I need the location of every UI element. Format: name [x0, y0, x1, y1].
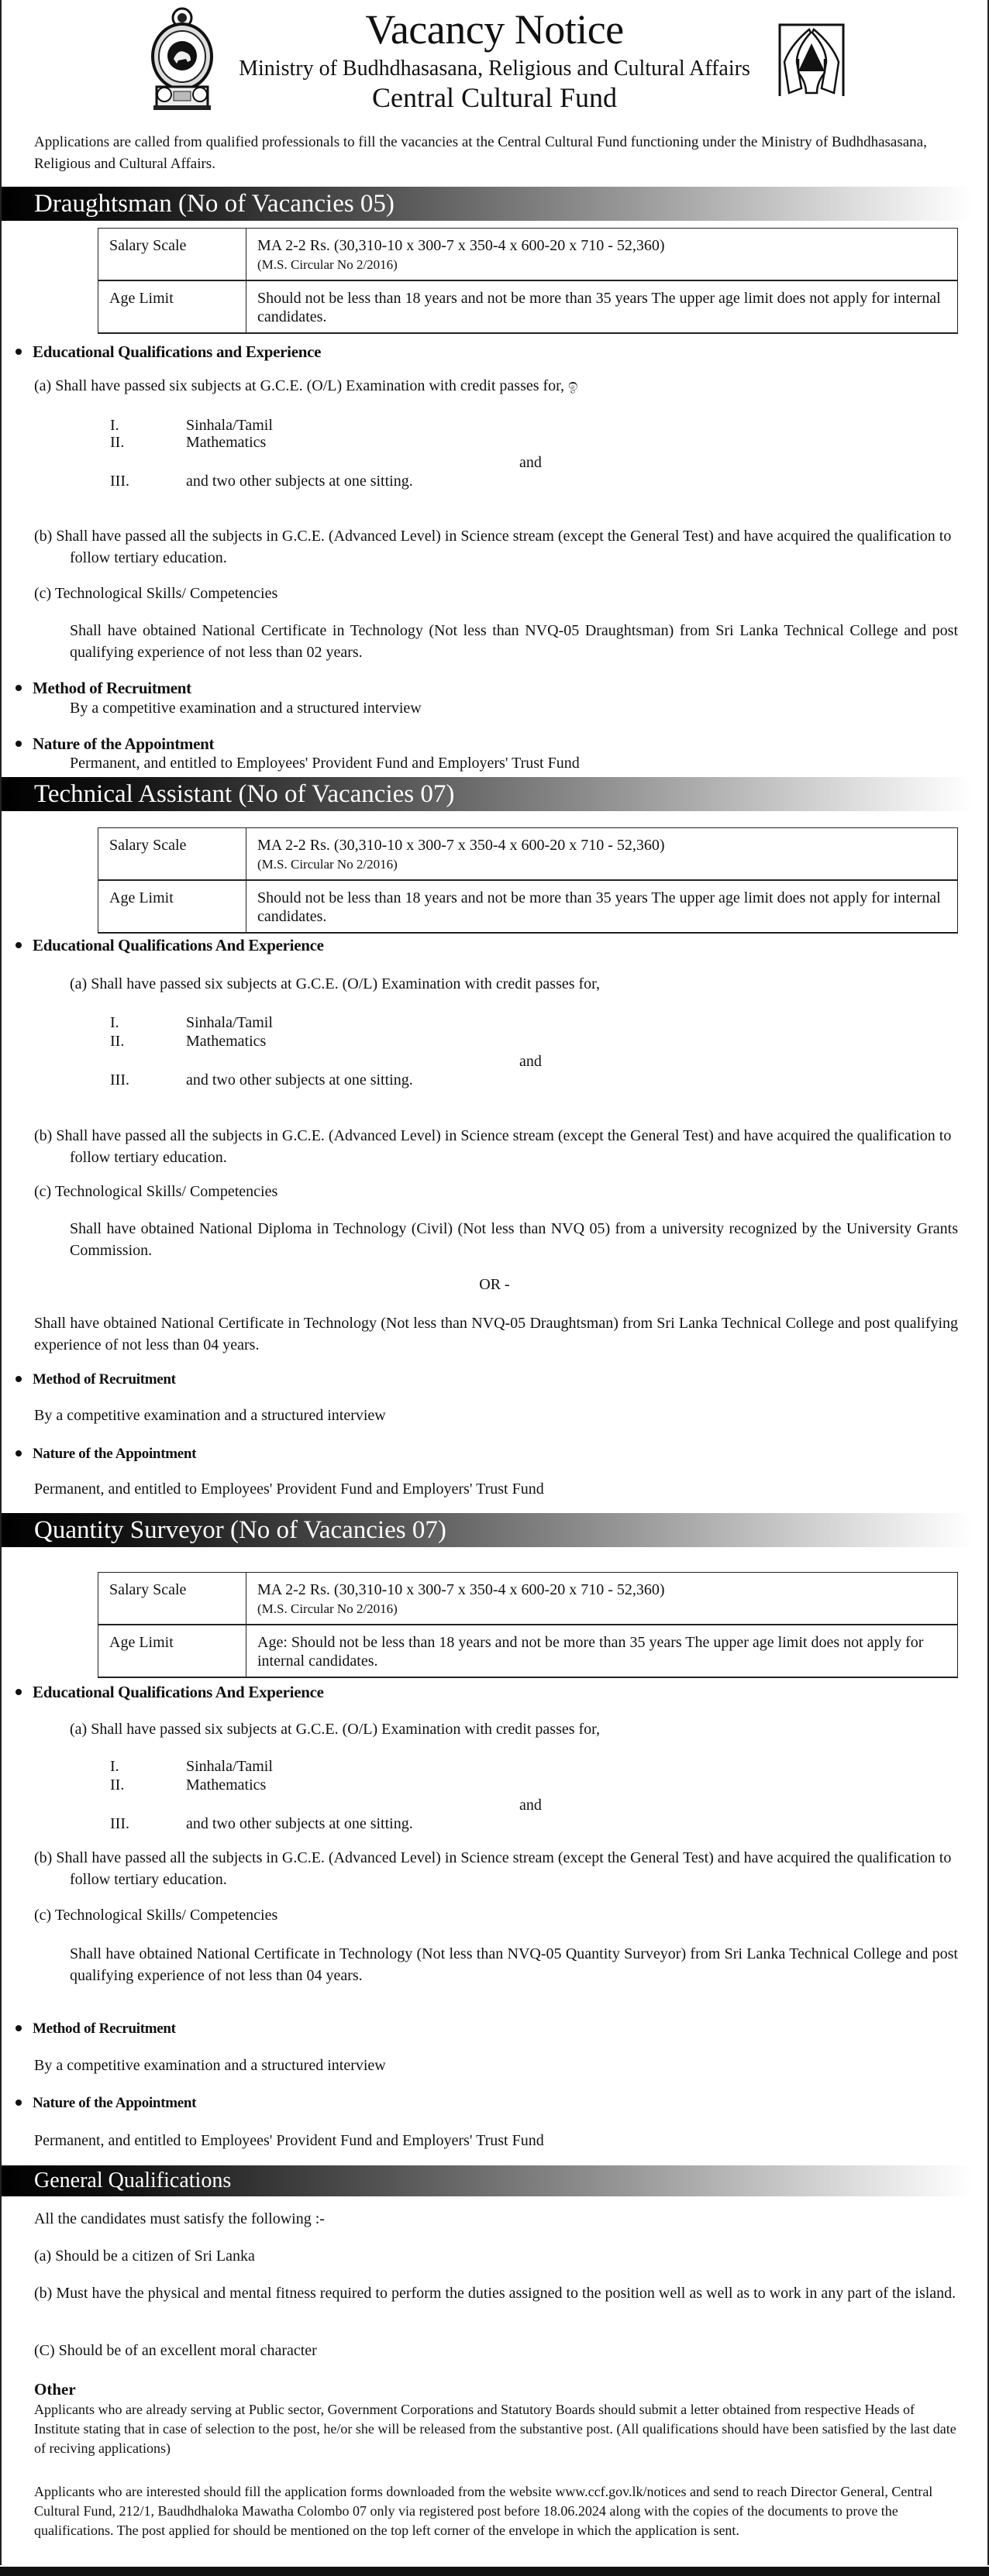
method-of-recruitment-text: By a competitive examination and a structured interview [70, 700, 422, 717]
edu-item-c-heading: (c) Technological Skills/ Competencies [34, 1907, 278, 1924]
ccf-hands-triangle-icon [775, 22, 848, 98]
circular-note: (M.S. Circular No 2/2016) [257, 857, 398, 872]
bullet-icon [16, 685, 22, 691]
page-title: Vacancy Notice [365, 6, 624, 53]
edu-item-a: (a) Shall have passed six subjects at G.C.E. (O/L) Examination with credit passes for, ඉ [34, 377, 578, 394]
organization-name: Central Cultural Fund [372, 82, 617, 113]
general-item-b: (b) Must have the physical and mental fitness required to perform the duties assigned to the position well as well as to work in any part of the island. [34, 2285, 956, 2302]
edu-qualifications-heading: Educational Qualifications And Experience [16, 934, 324, 956]
edu-item-a: (a) Shall have passed six subjects at G.C.E. (O/L) Examination with credit passes for, [70, 1721, 601, 1738]
salary-scale-value: MA 2-2 Rs. (30,310-10 x 300-7 x 350-4 x 600-20 x 710 - 52,360) [257, 837, 665, 854]
edu-item-c-heading: (c) Technological Skills/ Competencies [34, 1183, 278, 1200]
general-item-a: (a) Should be a citizen of Sri Lanka [34, 2248, 255, 2265]
nature-of-appointment-text: Permanent, and entitled to Employees' Provident Fund and Employers' Trust Fund [70, 755, 580, 772]
bullet-icon [16, 1376, 22, 1382]
method-of-recruitment-text: By a competitive examination and a structured interview [34, 2057, 386, 2074]
age-limit-label: Age Limit [98, 880, 246, 933]
table-row [98, 1573, 958, 1625]
edu-item-c-text: Shall have obtained National Certificate in Technology (Not less than NVQ-05 Draughtsman) from Sri Lanka Technical College and post qualifying experience of not less than 02 years. [70, 622, 958, 661]
general-item-c: (C) Should be of an excellent moral character [34, 2342, 317, 2359]
age-limit-label: Age Limit [98, 1625, 246, 1677]
notice-header [2, 0, 987, 132]
general-intro: All the candidates must satisfy the following :- [34, 2210, 325, 2227]
section-heading-quantity-surveyor: Quantity Surveyor (No of Vacancies 07) [2, 1513, 972, 1547]
and-connector: and [519, 1053, 542, 1070]
other-heading: Other [34, 2380, 76, 2399]
salary-scale-cell [246, 828, 958, 881]
nature-of-appointment-text: Permanent, and entitled to Employees' Provident Fund and Employers' Trust Fund [34, 1481, 544, 1498]
age-limit-value: Should not be less than 18 years and not be more than 35 years The upper age limit does not apply for internal candidates. [246, 280, 958, 333]
section-heading-draughtsman: Draughtsman (No of Vacancies 05) [2, 187, 972, 221]
edu-item-b: (b) Shall have passed all the subjects in G.C.E. (Advanced Level) in Science stream (except the General Test) and have acquired the qualification to follow tertiary education. [34, 528, 952, 566]
section-heading-technical-assistant: Technical Assistant (No of Vacancies 07) [2, 777, 972, 811]
other-paragraph-application-instructions: Applicants who are interested should fill the application forms downloaded from the website www.ccf.gov.lk/notices and send to reach Director General, Central Cultural Fund, 212/1, Baudhdhaloka Mawatha Colombo 07 only via registered post before 18.06.2024 along with the copies of the documents to prove the qualifications. The post applied for should be mentioned on the top left corner of the envelope in which the application is sent. [34, 2484, 933, 2538]
bullet-icon [16, 942, 22, 948]
age-limit-value: Should not be less than 18 years and not be more than 35 years The upper age limit does not apply for internal candidates. [246, 880, 958, 933]
salary-scale-label: Salary Scale [98, 1573, 246, 1625]
bullet-icon [16, 2100, 22, 2106]
nature-of-appointment-heading: Nature of the Appointment [16, 2093, 196, 2114]
table-row [98, 229, 958, 281]
nature-of-appointment-text: Permanent, and entitled to Employees' Provident Fund and Employers' Trust Fund [34, 2132, 544, 2149]
edu-item-b: (b) Shall have passed all the subjects in G.C.E. (Advanced Level) in Science stream (except the General Test) and have acquired the qualification to follow tertiary education. [34, 1849, 952, 1888]
salary-scale-label: Salary Scale [98, 828, 246, 881]
bullet-icon [16, 1450, 22, 1457]
method-of-recruitment-heading: Method of Recruitment [16, 2018, 176, 2040]
quantity-surveyor-info-table [98, 1572, 958, 1678]
edu-qualifications-heading: Educational Qualifications And Experience [16, 1681, 324, 1703]
salary-scale-cell [246, 1573, 958, 1625]
and-connector: and [519, 454, 542, 471]
edu-item-c-text: Shall have obtained National Certificate in Technology (Not less than NVQ-05 Quantity Surveyor) from Sri Lanka Technical College and post qualifying experience of not less than 04 years. [70, 1945, 958, 1984]
edu-item-c-text: Shall have obtained National Diploma in Technology (Civil) (Not less than NVQ 05) from a university recognized by the University Grants Commission. [70, 1220, 958, 1259]
method-of-recruitment-heading: Method of Recruitment [16, 677, 191, 699]
bullet-icon [16, 1689, 22, 1695]
bullet-icon [16, 2025, 22, 2031]
salary-scale-value: MA 2-2 Rs. (30,310-10 x 300-7 x 350-4 x 600-20 x 710 - 52,360) [257, 1581, 665, 1598]
salary-scale-cell [246, 229, 958, 281]
circular-note: (M.S. Circular No 2/2016) [257, 257, 398, 272]
edu-qualifications-heading: Educational Qualifications and Experience [16, 341, 321, 363]
ministry-name: Ministry of Budhdhasasana, Religious and Cultural Affairs [239, 57, 750, 81]
age-limit-label: Age Limit [98, 280, 246, 333]
salary-scale-label: Salary Scale [98, 229, 246, 281]
method-of-recruitment-text: By a competitive examination and a structured interview [34, 1407, 386, 1424]
method-of-recruitment-heading: Method of Recruitment [16, 1369, 176, 1391]
edu-item-b: (b) Shall have passed all the subjects in G.C.E. (Advanced Level) in Science stream (except the General Test) and have acquired the qualification to follow tertiary education. [34, 1127, 952, 1166]
edu-item-c-alternative: Shall have obtained National Certificate in Technology (Not less than NVQ-05 Draughtsman) from Sri Lanka Technical College and post qualifying experience of not less than 04 years. [34, 1315, 958, 1353]
age-limit-value: Age: Should not be less than 18 years and not be more than 35 years The upper age limit does not apply for internal candidates. [246, 1625, 958, 1677]
section-heading-general-qualifications: General Qualifications [2, 2165, 972, 2196]
page-bottom-border [0, 2567, 989, 2576]
table-row [98, 880, 958, 933]
bullet-icon [16, 349, 22, 355]
table-row [98, 828, 958, 881]
salary-scale-value: MA 2-2 Rs. (30,310-10 x 300-7 x 350-4 x 600-20 x 710 - 52,360) [257, 237, 665, 254]
other-paragraph-serving-applicants: Applicants who are already serving at Public sector, Government Corporations and Statutory Boards should submit a letter obtained from respective Heads of Institute stating that in case of selection to the post, he/or she will be released from the substantive post. (All qualifications should have been satisfied by the last date of reciving applications) [34, 2402, 956, 2456]
vacancy-notice-page: Vacancy Notice Ministry of Budhdhasasana, Religious and Cultural Affairs Central Cultural Fund Applications are called from qualified professionals to fill the vacancies at the Central Cultural Fund functioning under the Ministry of Budhdhasasana, Religious and Cultural Affairs. Draughtsman (No of Vacancies 05) Salary Scale MA 2-2 Rs. (30,310-10 x 300-7 x 350-4 x 600-20 x 710 - 52,360) (M.S. Circular No 2/2016) Age Limit Should not be less than 18 years and not be more than 35 years The upper age limit does not apply for internal candidates. Educational Qualifications and Experience (a) Shall have passed six subjects at G.C.E. (O/L) Examination with credit passes for, ඉ I. Sinhala/Tamil II. Mathematics and III. and two other subjects at one sitting. (b) Shall have passed all the subjects in G.C.E. (Advanced Level) in Science stream (except the General Test) and have acquired the qualification to follow tertiary education. (c) Technological Skills/ Competencies Shall have obtained National Certificate in Technology (Not less than NVQ-05 Draughtsman) from Sri Lanka Technical College and post qualifying experience of not less than 02 years. Method of Recruitment By a competitive examination and a structured interview Nature of the Appointment Permanent, and entitled to Employees' Provident Fund and Employers' Trust Fund Technical Assistant (No of Vacancies 07) Salary Scale MA 2-2 Rs. (30,310-10 x 300-7 x 350-4 x 600-20 x 710 - 52,360) (M.S. Circular No 2/2016) Age Limit Should not be less than 18 years and not be more than 35 years The upper age limit does not apply for internal candidates. Educational Qualifications And Experience (a) Shall have passed six subjects at G.C.E. (O/L) Examination with credit passes for, I. Sinhala/Tamil II. Mathematics and III. and two other subjects at one sitting. (b) Shall have passed all the subjects in G.C.E. (Advanced Level) in Science stream (except the General Test) and have acquired the qualification to follow tertiary education. (c) Technological Skills/ Competencies Shall have obtained National Diploma in Technology (Civil) (Not less than NVQ 05) from a university recognized by the University Grants Commission. OR - Shall have obtained National Certificate in Technology (Not less than NVQ-05 Draughtsman) from Sri Lanka Technical College and post qualifying experience of not less than 04 years. Method of Recruitment By a competitive examination and a structured interview Nature of the Appointment Permanent, and entitled to Employees' Provident Fund and Employers' Trust Fund Quantity Surveyor (No of Vacancies 07) Salary Scale MA 2-2 Rs. (30,310-10 x 300-7 x 350-4 x 600-20 x 710 - 52,360) (M.S. Circular No 2/2016) Age Limit Age: Should not be less than 18 years and not be more than 35 years The upper age limit does not apply for internal candidates. Educational Qualifications And Experience (a) Shall have passed six subjects at G.C.E. (O/L) Examination with credit passes for, I. Sinhala/Tamil II. Mathematics and III. and two other subjects at one sitting. (b) Shall have passed all the subjects in G.C.E. (Advanced Level) in Science stream (except the General Test) and have acquired the qualification to follow tertiary education. (c) Technological Skills/ Competencies Shall have obtained National Certificate in Technology (Not less than NVQ-05 Quantity Surveyor) from Sri Lanka Technical College and post qualifying experience of not less than 04 years. Method of Recruitment By a competitive examination and a structured interview Nature of the Appointment Permanent, and entitled to Employees' Provident Fund and Employers' Trust Fund General Qualifications All the candidates must satisfy the following :- (a) Should be a citizen of Sri Lanka (b) Must have the physical and mental fitness required to perform the duties assigned to the position well as well as to work in any part of the island. (C) Should be of an excellent moral character Other Applicants who are already serving at Public sector, Government Corporations and Statutory Boards should submit a letter obtained from respective Heads of Institute stating that in case of selection to the post, he/or she will be released from the substantive post. (All qualifications should have been satisfied by the last date of reciving applications) Applicants who are interested should fill the application forms downloaded from the website www.ccf.gov.lk/notices and send to reach Director General, Central Cultural Fund, 212/1, Baudhdhaloka Mawatha Colombo 07 only via registered post before 18.06.2024 along with the copies of the documents to prove the qualifications. The post applied for should be mentioned on the top left corner of the envelope in which the application is sent. [0, 0, 989, 2565]
edu-item-a: (a) Shall have passed six subjects at G.C.E. (O/L) Examination with credit passes for, [70, 975, 601, 992]
intro-paragraph: Applications are called from qualified professionals to fill the vacancies at the Central Cultural Fund functioning under the Ministry of Budhdhasasana, Religious and Cultural Affairs. [34, 134, 927, 172]
technical-assistant-info-table [98, 827, 958, 934]
draughtsman-info-table [98, 228, 958, 334]
and-connector: and [519, 1797, 542, 1814]
or-separator: OR - [479, 1276, 510, 1293]
nature-of-appointment-heading: Nature of the Appointment [16, 1443, 196, 1465]
table-row [98, 1625, 958, 1677]
circular-note: (M.S. Circular No 2/2016) [257, 1601, 398, 1616]
table-row [98, 280, 958, 333]
nature-of-appointment-heading: Nature of the Appointment [16, 733, 214, 755]
edu-item-c-heading: (c) Technological Skills/ Competencies [34, 585, 278, 602]
bullet-icon [16, 741, 22, 747]
